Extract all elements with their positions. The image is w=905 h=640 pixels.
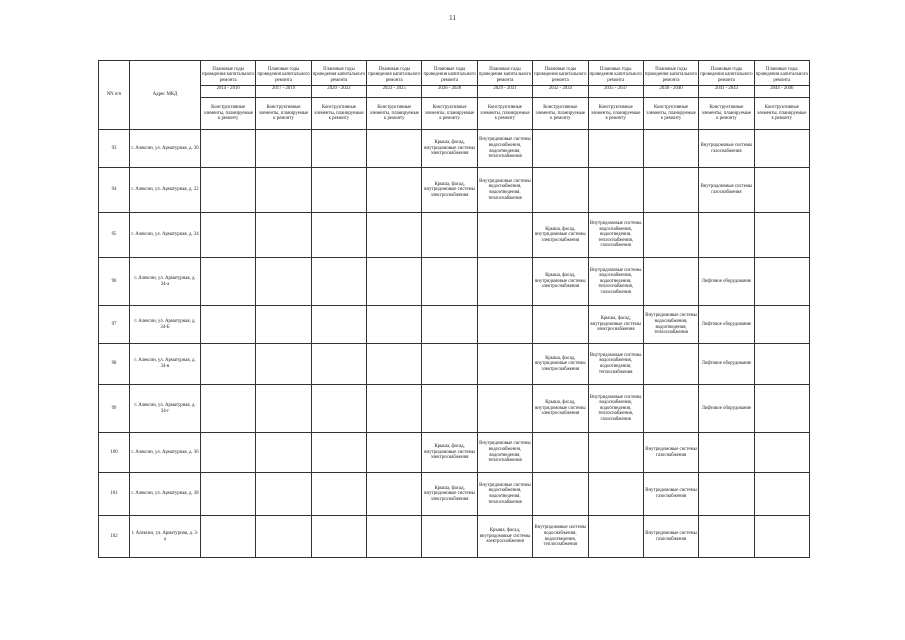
row-repair-cell — [422, 385, 477, 433]
row-number: 99 — [99, 385, 130, 433]
header-period-1 — [256, 61, 311, 98]
row-repair-cell — [699, 516, 754, 558]
table-row — [99, 168, 810, 213]
row-address: г. Алексин, ул. Арматурная, д. 38 — [130, 473, 201, 516]
header-period-title: Плановые годы проведения капитального ремонта — [534, 66, 587, 83]
row-repair-cell: Лифтовое оборудование — [699, 385, 754, 433]
row-repair-cell — [588, 433, 643, 473]
row-repair-cell — [201, 130, 256, 168]
row-repair-cell — [754, 385, 809, 433]
page-number: 11 — [449, 14, 456, 22]
header-period-range: 2032 - 2034 — [533, 85, 587, 92]
row-repair-cell: Крыша, фасад, внутридомовые системы электроснабжения — [533, 258, 588, 306]
row-number: 94 — [99, 168, 130, 213]
row-number: 93 — [99, 130, 130, 168]
row-repair-cell — [311, 258, 366, 306]
row-repair-cell — [533, 168, 588, 213]
row-repair-cell — [256, 168, 311, 213]
row-address: г. Алексин, ул. Арматурная, д. 34-в — [130, 344, 201, 385]
table-row — [99, 130, 810, 168]
row-repair-cell — [201, 473, 256, 516]
row-repair-cell: Внутридомовые системы водоснабжения, водоотведения, теплоснабжения — [643, 306, 698, 344]
header-period-title: Плановые годы проведения капитального ремонта — [700, 66, 753, 83]
row-repair-cell: Крыша, фасад, внутридомовые системы электроснабжения — [422, 473, 477, 516]
row-repair-cell — [367, 306, 422, 344]
row-repair-cell: Лифтовое оборудование — [699, 306, 754, 344]
row-repair-cell — [201, 385, 256, 433]
row-repair-cell: Внутридомовые системы водоснабжения, водоотведения, теплоснабжения — [477, 473, 532, 516]
row-repair-cell — [367, 516, 422, 558]
row-address: г. Алексин, ул. Арматурная, д. 34 — [130, 213, 201, 258]
table-row — [99, 433, 810, 473]
row-repair-cell — [201, 433, 256, 473]
row-repair-cell: Внутридомовые системы водоснабжения, водоотведения, теплоснабжения — [588, 344, 643, 385]
row-repair-cell — [256, 130, 311, 168]
row-repair-cell — [256, 344, 311, 385]
header-elements-0: Конструктивные элементы, планируемые к ремонту — [201, 98, 256, 130]
row-repair-cell — [643, 213, 698, 258]
row-repair-cell: Внутридомовые системы водоснабжения, водоотведения, теплоснабжения, газоснабжения — [588, 385, 643, 433]
table-row — [99, 516, 810, 558]
header-period-title: Плановые годы проведения капитального ремонта — [644, 66, 698, 83]
row-repair-cell — [256, 516, 311, 558]
table-row — [99, 213, 810, 258]
row-repair-cell — [422, 344, 477, 385]
row-repair-cell: Внутридомовые системы газоснабжения — [699, 130, 754, 168]
row-repair-cell — [588, 168, 643, 213]
row-repair-cell — [311, 433, 366, 473]
row-repair-cell — [422, 306, 477, 344]
row-repair-cell: Крыша, фасад, внутридомовые системы электроснабжения — [533, 213, 588, 258]
row-repair-cell: Внутридомовые системы газоснабжения — [643, 473, 698, 516]
row-repair-cell — [256, 385, 311, 433]
header-period-4 — [422, 61, 477, 98]
row-repair-cell — [422, 258, 477, 306]
row-repair-cell: Крыша, фасад, внутридомовые системы электроснабжения — [588, 306, 643, 344]
row-repair-cell — [699, 473, 754, 516]
header-elements-3: Конструктивные элементы, планируемые к ремонту — [367, 98, 422, 130]
row-repair-cell: Внутридомовые системы водоснабжения, водоотведения, теплоснабжения, газоснабжения — [588, 213, 643, 258]
header-period-range: 2035 - 2037 — [589, 85, 643, 92]
row-repair-cell: Лифтовое оборудование — [699, 258, 754, 306]
row-repair-cell — [588, 130, 643, 168]
header-address: Адрес МКД — [130, 61, 201, 130]
header-elements-9: Конструктивные элементы, планируемые к ремонту — [699, 98, 754, 130]
header-period-title: Плановые годы проведения капитального ремонта — [589, 66, 642, 83]
row-repair-cell — [533, 306, 588, 344]
header-elements-8: Конструктивные элементы, планируемые к ремонту — [643, 98, 698, 130]
row-address: г. Алексин, ул. Арматурная, д. 34-а — [130, 258, 201, 306]
row-repair-cell — [533, 433, 588, 473]
row-repair-cell — [477, 213, 532, 258]
row-address: г. Алексин, ул. Арматурная, д. 34-г — [130, 385, 201, 433]
row-repair-cell — [367, 344, 422, 385]
row-address: г. Алексин, ул. Арматурная, д. 32 — [130, 168, 201, 213]
row-address: г. Алексин, ул. Арматурная, д. 3-а — [130, 516, 201, 558]
header-elements-7: Конструктивные элементы, планируемые к ремонту — [588, 98, 643, 130]
row-number: 101 — [99, 473, 130, 516]
header-elements-1: Конструктивные элементы, планируемые к ремонту — [256, 98, 311, 130]
row-repair-cell — [367, 213, 422, 258]
row-repair-cell: Крыша, фасад, внутридомовые системы электроснабжения — [533, 344, 588, 385]
row-number: 95 — [99, 213, 130, 258]
row-number: 96 — [99, 258, 130, 306]
row-repair-cell — [311, 168, 366, 213]
row-repair-cell — [256, 306, 311, 344]
header-period-2 — [311, 61, 366, 98]
row-repair-cell — [588, 516, 643, 558]
header-period-9 — [699, 61, 754, 98]
row-repair-cell: Крыша, фасад, внутридомовые системы электроснабжения — [422, 168, 477, 213]
header-period-title: Плановые годы проведения капитального ремонта — [202, 66, 255, 83]
row-repair-cell: Крыша, фасад, внутридомовые системы электроснабжения — [422, 433, 477, 473]
row-repair-cell — [754, 516, 809, 558]
capital-repair-plan-table — [98, 60, 810, 558]
header-elements-2: Конструктивные элементы, планируемые к ремонту — [311, 98, 366, 130]
row-repair-cell — [533, 473, 588, 516]
row-repair-cell: Крыша, фасад, внутридомовые системы электроснабжения — [422, 130, 477, 168]
table-header — [99, 61, 810, 130]
row-address: г. Алексин, ул. Арматурная, д. 36 — [130, 433, 201, 473]
row-repair-cell: Внутридомовые системы водоснабжения, водоотведения, теплоснабжения — [477, 130, 532, 168]
header-period-title: Плановые годы проведения капитального ремонта — [423, 66, 476, 83]
header-period-6 — [533, 61, 588, 98]
header-elements-4: Конструктивные элементы, планируемые к ремонту — [422, 98, 477, 130]
row-repair-cell — [754, 433, 809, 473]
row-repair-cell — [588, 473, 643, 516]
header-period-8 — [643, 61, 698, 98]
row-repair-cell — [754, 130, 809, 168]
row-repair-cell — [311, 130, 366, 168]
header-period-range: 2017 - 2019 — [256, 85, 310, 92]
row-repair-cell — [477, 306, 532, 344]
row-repair-cell — [699, 433, 754, 473]
row-repair-cell — [754, 344, 809, 385]
row-repair-cell: Внутридомовые системы газоснабжения — [643, 516, 698, 558]
row-repair-cell — [367, 473, 422, 516]
header-period-title: Плановые годы проведения капитального ремонта — [478, 66, 532, 83]
row-repair-cell — [643, 168, 698, 213]
row-repair-cell — [367, 130, 422, 168]
header-period-0 — [201, 61, 256, 98]
header-period-10 — [754, 61, 809, 98]
row-repair-cell — [699, 213, 754, 258]
header-period-range: 2023 - 2025 — [367, 85, 421, 92]
row-repair-cell — [311, 385, 366, 433]
row-number: 100 — [99, 433, 130, 473]
row-repair-cell — [477, 385, 532, 433]
row-repair-cell — [367, 258, 422, 306]
row-number: 102 — [99, 516, 130, 558]
header-num: NN п/п — [99, 61, 130, 130]
header-period-range: 2029 - 2031 — [478, 85, 532, 92]
table-row — [99, 344, 810, 385]
header-elements-6: Конструктивные элементы, планируемые к ремонту — [533, 98, 588, 130]
table-row — [99, 258, 810, 306]
row-address: г. Алексин, ул. Арматурная, д. 34-Б — [130, 306, 201, 344]
table-row — [99, 473, 810, 516]
row-repair-cell — [367, 168, 422, 213]
row-repair-cell — [256, 213, 311, 258]
row-repair-cell — [533, 130, 588, 168]
row-repair-cell — [643, 385, 698, 433]
table-row — [99, 306, 810, 344]
row-repair-cell — [256, 473, 311, 516]
row-repair-cell — [643, 258, 698, 306]
header-elements-5: Конструктивные элементы, планируемые к ремонту — [477, 98, 532, 130]
row-number: 97 — [99, 306, 130, 344]
row-repair-cell: Внутридомовые системы газоснабжения — [643, 433, 698, 473]
header-period-range: 2026 - 2028 — [422, 85, 476, 92]
row-repair-cell — [754, 168, 809, 213]
header-period-title: Плановые годы проведения капитального ремонта — [755, 66, 808, 83]
row-repair-cell — [643, 344, 698, 385]
row-repair-cell — [311, 473, 366, 516]
header-period-3 — [367, 61, 422, 98]
header-period-range: 2038 - 2040 — [644, 85, 698, 92]
row-repair-cell: Внутридомовые системы газоснабжения — [699, 168, 754, 213]
row-repair-cell — [201, 168, 256, 213]
row-repair-cell: Лифтовое оборудование — [699, 344, 754, 385]
row-repair-cell: Крыша, фасад, внутридомовые системы электроснабжения — [477, 516, 532, 558]
row-repair-cell: Внутридомовые системы водоснабжения, водоотведения, теплоснабжения, газоснабжения — [588, 258, 643, 306]
row-repair-cell — [754, 213, 809, 258]
header-period-range: 2041 - 2043 — [699, 85, 753, 92]
row-repair-cell: Внутридомовые системы водоснабжения, водоотведения, теплоснабжения — [533, 516, 588, 558]
header-period-title: Плановые годы проведения капитального ремонта — [312, 66, 366, 83]
row-repair-cell: Внутридомовые системы водоснабжения, водоотведения, теплоснабжения — [477, 168, 532, 213]
row-repair-cell — [311, 516, 366, 558]
row-repair-cell — [422, 213, 477, 258]
row-repair-cell — [311, 306, 366, 344]
row-repair-cell: Крыша, фасад, внутридомовые системы электроснабжения — [533, 385, 588, 433]
row-repair-cell — [754, 473, 809, 516]
row-repair-cell: Внутридомовые системы водоснабжения, водоотведения, теплоснабжения — [477, 433, 532, 473]
header-period-7 — [588, 61, 643, 98]
row-number: 98 — [99, 344, 130, 385]
row-repair-cell — [367, 433, 422, 473]
elements-header-row — [99, 98, 810, 130]
row-repair-cell — [201, 344, 256, 385]
row-repair-cell — [754, 306, 809, 344]
header-period-title: Плановые годы проведения капитального ремонта — [257, 66, 310, 83]
row-repair-cell — [256, 258, 311, 306]
header-period-title: Плановые годы проведения капитального ремонта — [368, 66, 421, 83]
row-repair-cell — [367, 385, 422, 433]
header-period-5 — [477, 61, 532, 98]
header-period-range: 2020 - 2022 — [312, 85, 366, 92]
row-repair-cell — [754, 258, 809, 306]
table-body — [99, 130, 810, 558]
row-repair-cell — [311, 344, 366, 385]
row-repair-cell — [643, 130, 698, 168]
row-repair-cell — [201, 258, 256, 306]
header-elements-10: Конструктивные элементы, планируемые к ремонту — [754, 98, 809, 130]
row-repair-cell — [256, 433, 311, 473]
period-header-row — [99, 61, 810, 98]
row-repair-cell — [311, 213, 366, 258]
header-period-range: 2044 - 2046 — [755, 85, 809, 92]
row-repair-cell — [201, 213, 256, 258]
row-repair-cell — [422, 516, 477, 558]
row-repair-cell — [201, 516, 256, 558]
row-address: г. Алексин, ул. Арматурная, д. 30 — [130, 130, 201, 168]
table-row — [99, 385, 810, 433]
row-repair-cell — [477, 258, 532, 306]
row-repair-cell — [477, 344, 532, 385]
header-period-range: 2014 - 2016 — [201, 85, 255, 92]
row-repair-cell — [201, 306, 256, 344]
